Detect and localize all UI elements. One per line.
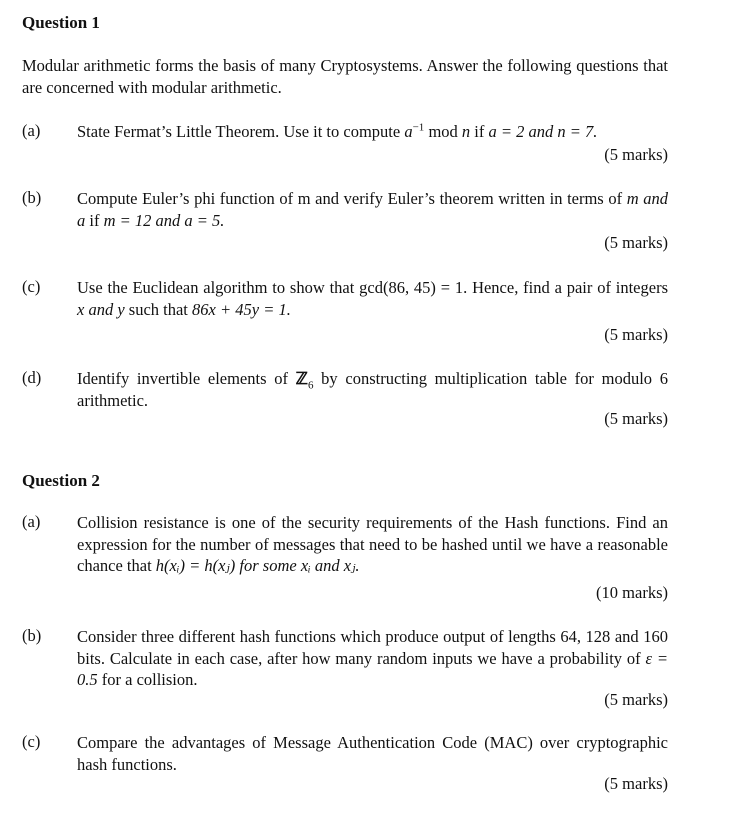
q1-part-d-text: Identify invertible elements of ℤ$_6$ by constructing multiplication table for modulo 6 arithmetic. [77,369,668,410]
q1-part-b-marks: (5 marks) [604,233,668,252]
q2-part-c-text: Compare the advantages of Message Authentication Code (MAC) over cryptographic hash functions. [77,733,668,774]
q1-part-a-label: (a) [22,121,41,140]
question-1-intro: Modular arithmetic forms the basis of many Cryptosystems. Answer the following questions that are concerned with modular arithmetic. [22,56,668,97]
question-2-title: Question 2 [22,471,100,490]
q1-part-b-text: Compute Euler’s phi function of m and verify Euler’s theorem written in terms of m and a if m = 12 and a = 5. [77,189,668,230]
q2-part-a-marks: (10 marks) [596,583,668,602]
q1-part-c-text: Use the Euclidean algorithm to show that gcd(86, 45) = 1. Hence, find a pair of integers x and y such that 86x + 45y = 1. [77,278,668,319]
q1-part-c-marks: (5 marks) [604,325,668,344]
q1-part-b-label: (b) [22,188,42,207]
q1-part-d-marks: (5 marks) [604,409,668,428]
q1-part-c-label: (c) [22,277,41,296]
q2-part-b-text: Consider three different hash functions which produce output of lengths 64, 128 and 160 bits. Calculate in each case, after how many random inputs we have a probability of ε = 0.5 for a collision. [77,627,669,689]
q2-part-a-label: (a) [22,512,41,531]
q2-part-a-text: Collision resistance is one of the security requirements of the Hash functions. Find an expression for the number of messages that need to be hashed until we have a reasonable chance that h(xᵢ) = h(xⱼ) for some xᵢ and xⱼ. [77,513,668,575]
q2-part-c-label: (c) [22,732,41,751]
q2-part-c-marks: (5 marks) [604,774,668,793]
question-1-title: Question 1 [22,13,100,32]
q2-part-b-marks: (5 marks) [604,690,668,709]
q2-part-b-label: (b) [22,626,42,645]
q1-part-d-label: (d) [22,368,42,387]
q1-part-a-text: State Fermat’s Little Theorem. Use it to compute $a^{-1}$ mod n if a = 2 and n = 7. [77,121,598,141]
q1-part-a-marks: (5 marks) [604,145,668,164]
